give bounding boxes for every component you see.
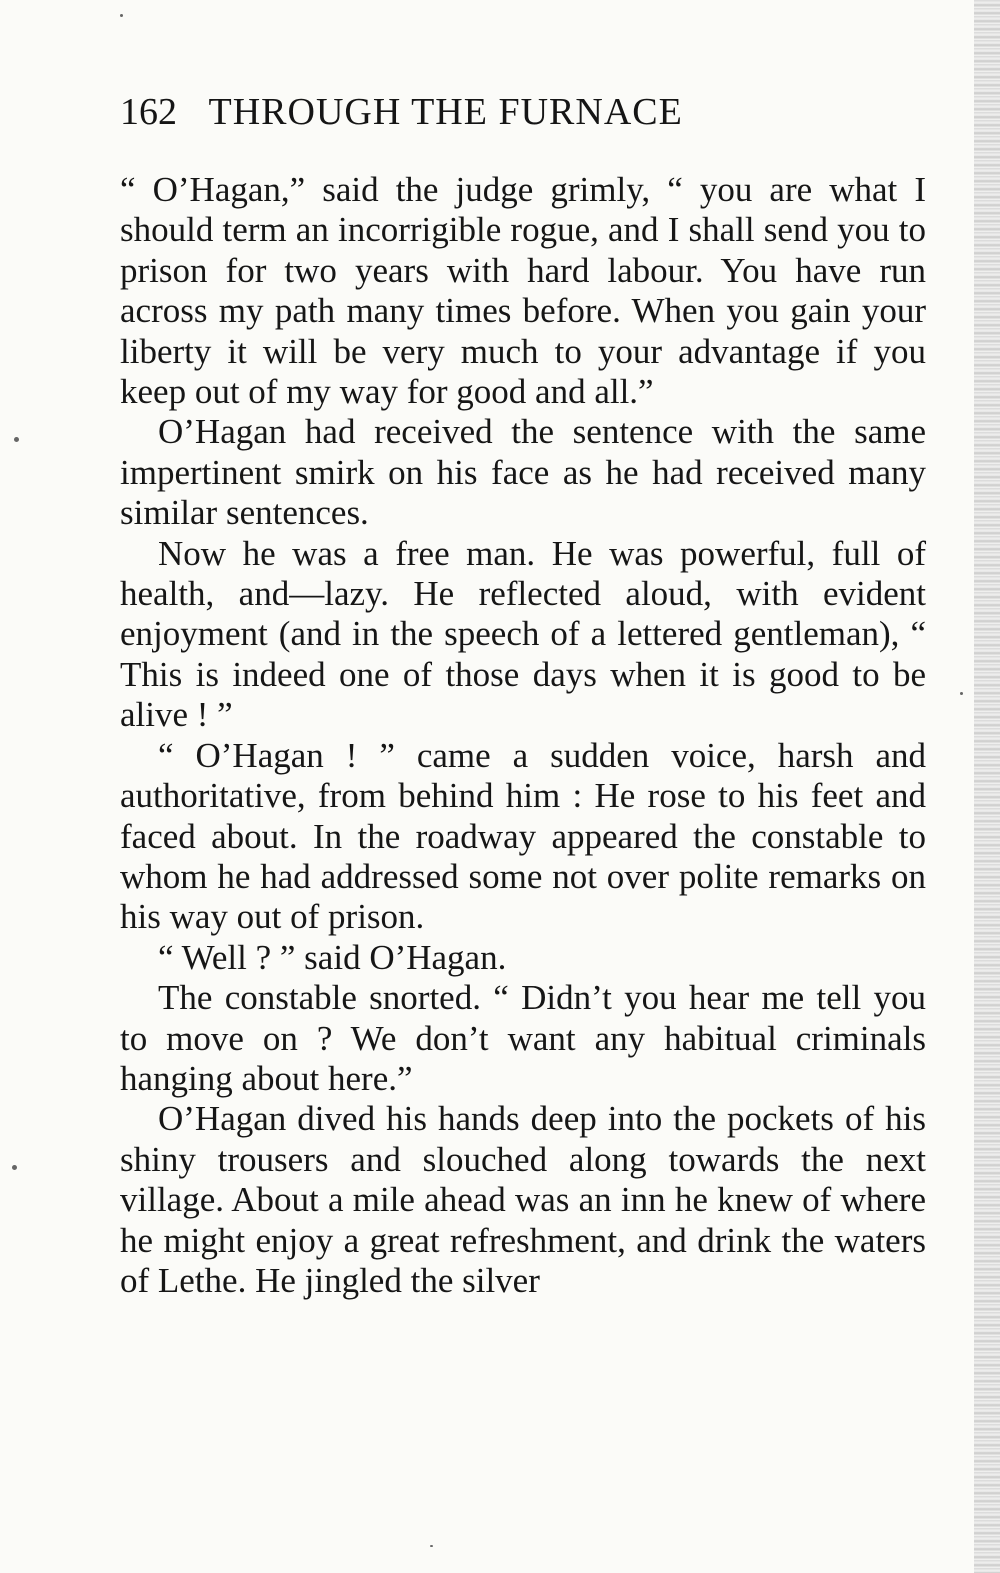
scan-speck	[120, 14, 123, 17]
paragraph: The constable snorted. “ Didn’t you hear me tell you to move on ? We don’t want any habitual criminals hanging about here.”	[120, 978, 926, 1098]
paragraph: “ Well ? ” said O’Hagan.	[158, 937, 507, 977]
page-gutter-edge	[974, 0, 1000, 1573]
running-head	[120, 88, 920, 136]
paragraph: “ O’Hagan ! ” came a sudden voice, harsh and authoritative, from behind him : He rose to his feet and faced about. In the roadway appeared the constable to whom he had addressed some not over polite remarks on his way out of prison.	[120, 735, 926, 937]
paragraph: “ O’Hagan,” said the judge grimly, “ you are what I should term an incorrigible rogue, and I shall send you to prison for two years with hard labour. You have run across my path many times before. When you gain your liberty it will be very much to your advantage if you keep out of my way for good and all.”	[120, 170, 926, 412]
scan-speck	[960, 692, 963, 695]
paragraph: O’Hagan dived his hands deep into the pockets of his shiny trousers and slouched along towards the next village. About a mile ahead was an inn he knew of where he might enjoy a great refreshment, and drink the waters of Lethe. He jingled the silver	[120, 1099, 926, 1300]
scan-speck	[430, 1545, 433, 1547]
page-number: 162	[120, 91, 177, 133]
paragraph: O’Hagan had received the sentence with the same impertinent smirk on his face as he had received many similar sentences.	[120, 412, 926, 533]
running-title: THROUGH THE FURNACE	[208, 91, 683, 133]
paragraph: Now he was a free man. He was powerful, full of health, and—lazy. He reflected aloud, with evident enjoyment (and in the speech of a lettered gentleman), “ This is indeed one of those days when it is good to be alive ! ”	[120, 533, 926, 735]
body-text	[120, 170, 926, 1301]
scan-speck	[12, 1165, 17, 1170]
scan-speck	[14, 437, 19, 442]
